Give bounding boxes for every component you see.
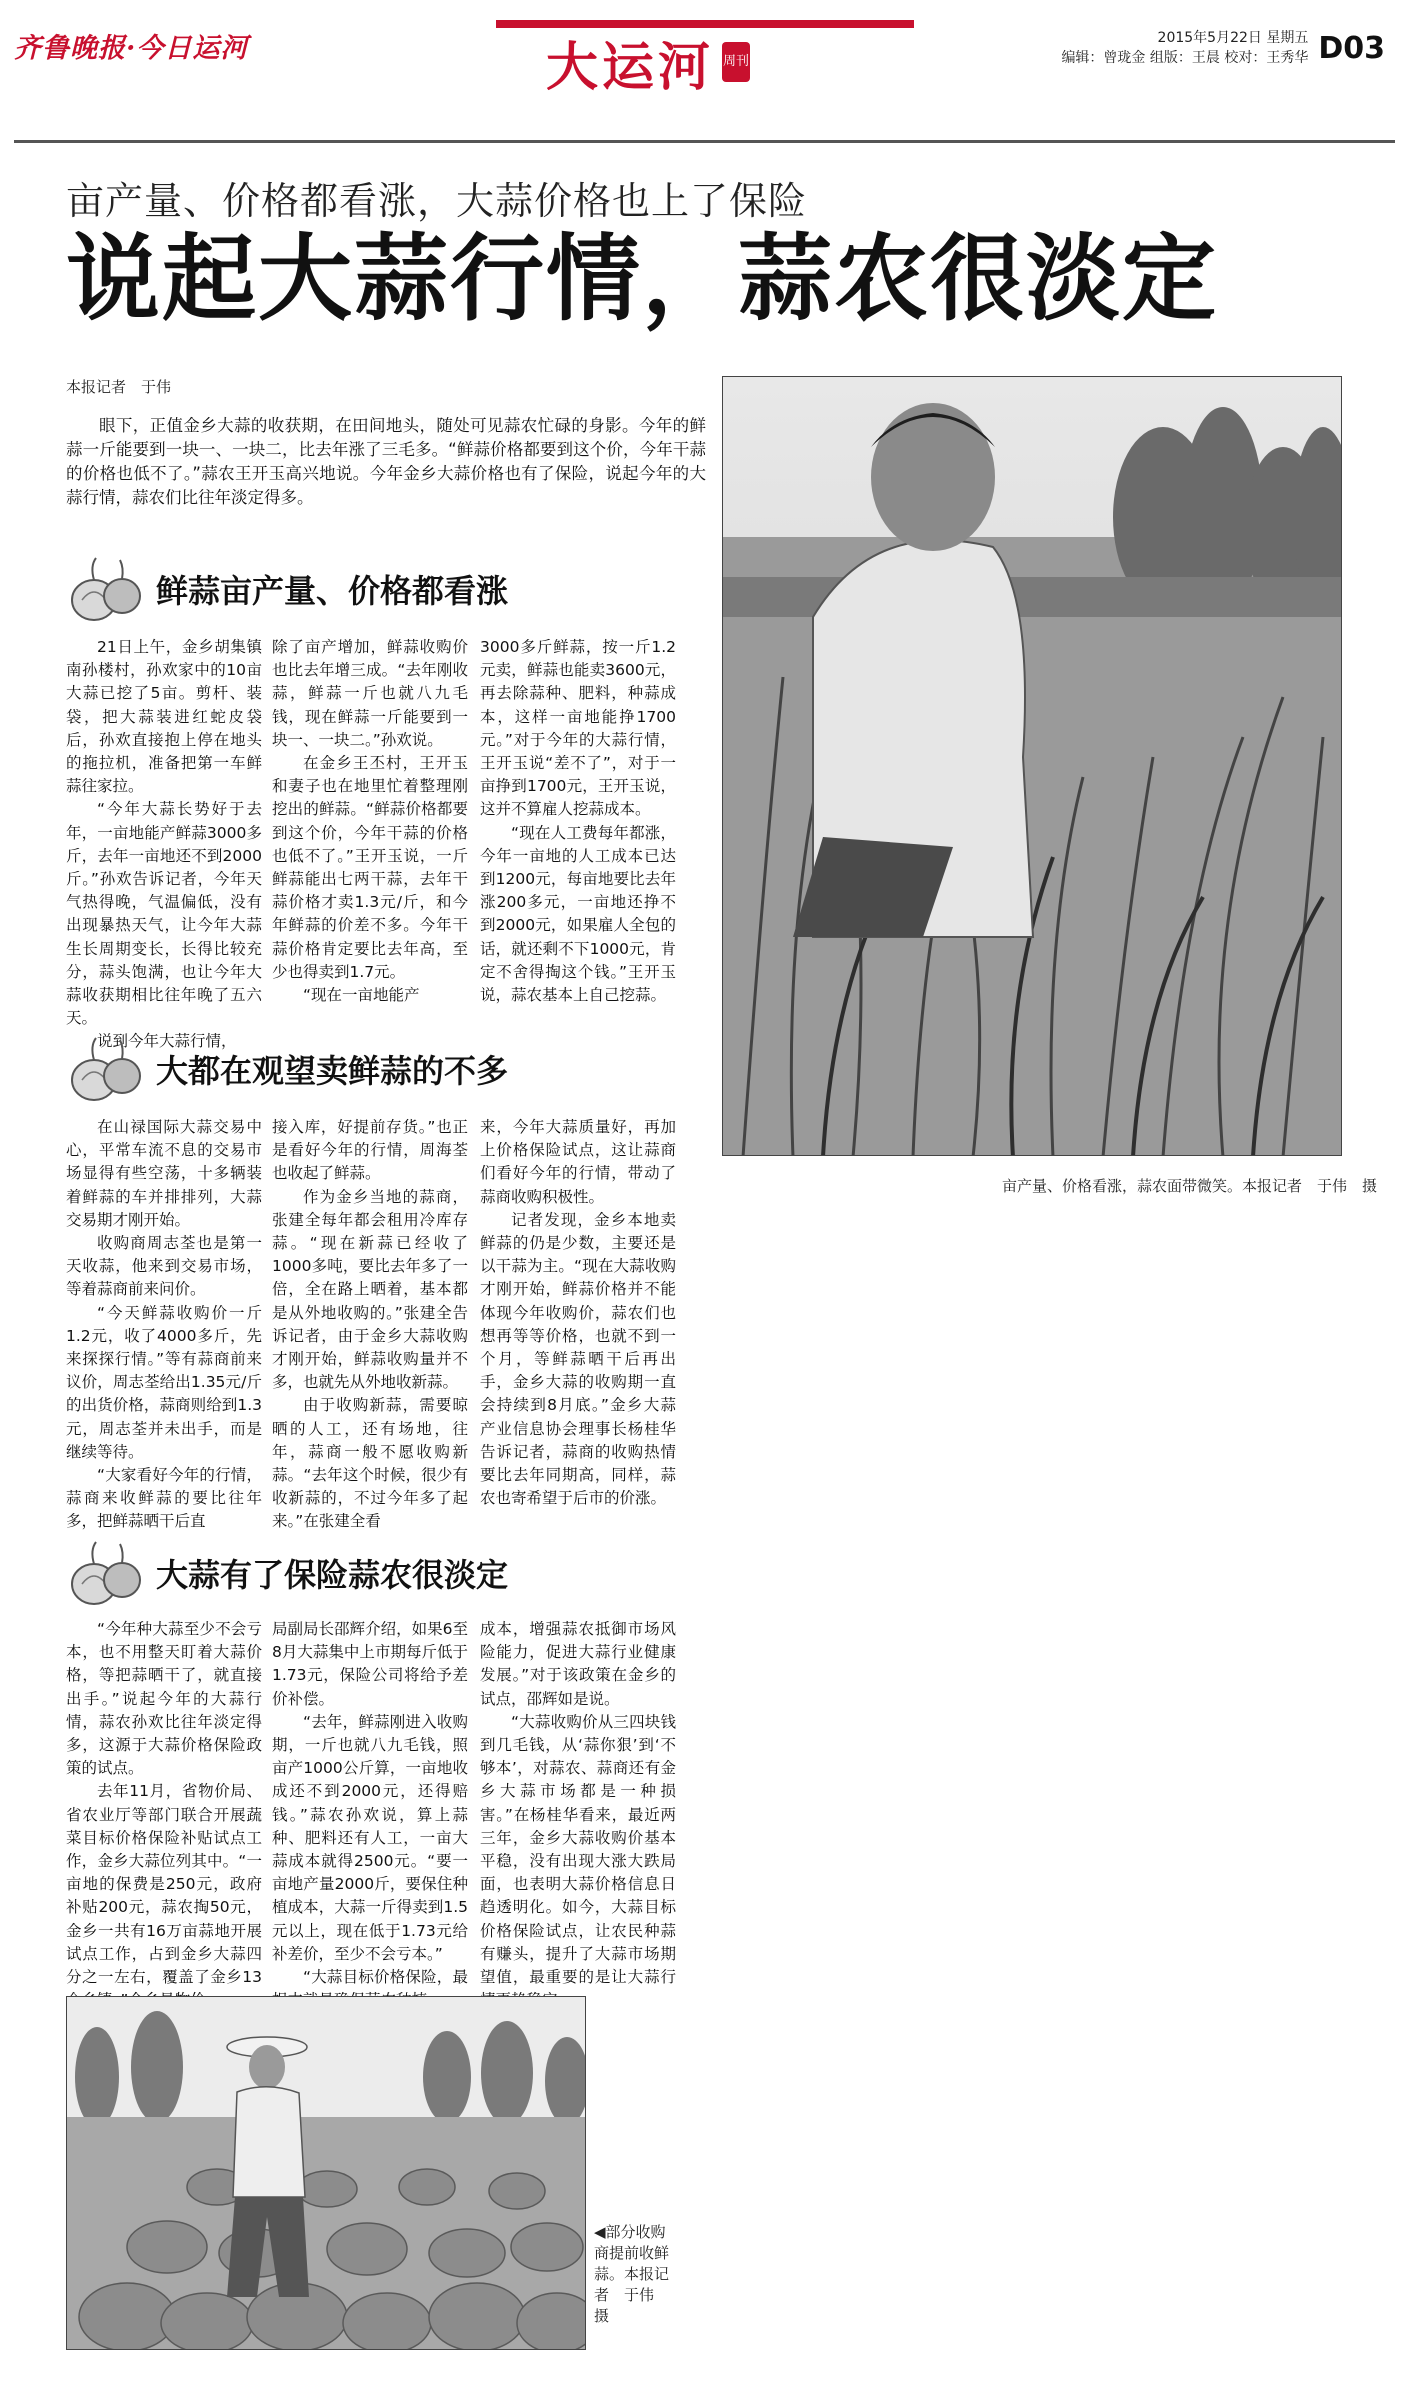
section-2-column-3 [480, 1116, 676, 1510]
section-logo-text: 大运河 [545, 36, 714, 98]
meta-block [1061, 28, 1308, 68]
section-heading-2 [66, 1036, 508, 1102]
masthead-meta [1061, 28, 1385, 70]
section-title: 大都在观望卖鲜蒜的不多 [156, 1052, 509, 1090]
paragraph: “今天鲜蒜收购价一斤1.2元，收了4000多斤，先来探探行情。”等有蒜商前来议价，周志荃给出1.35元/斤的出货价格，蒜商则给到1.3元，周志荃并未出手，而是继续等待。 [66, 1303, 262, 1461]
farmer-photo [722, 376, 1342, 1156]
farmer-photo-image [723, 377, 1342, 1156]
paragraph: “今年种大蒜至少不会亏本，也不用整天盯着大蒜价格，等把蒜晒干了，就直接出手。”说起今年的大蒜行情，蒜农孙欢比往年淡定得多，这源于大蒜价格保险政策的试点。 [66, 1620, 262, 1778]
paragraph: 在山禄国际大蒜交易中心，平常车流不息的交易市场显得有些空荡，十多辆装着鲜蒜的车并排排列，大蒜交易期才刚开始。 [66, 1118, 262, 1229]
article-headline: 说起大蒜行情，蒜农很淡定 [66, 225, 1219, 334]
paragraph: 作为金乡当地的蒜商，张建全每年都会租用冷库存蒜。“现在新蒜已经收了1000多吨，要比去年多了一倍，全在路上晒着，基本都是从外地收购的。”张建全告诉记者，由于金乡大蒜收购才刚开始，鲜蒜收购量并不多，也就先从外地收新蒜。 [272, 1187, 468, 1392]
paragraph: 除了亩产增加，鲜蒜收购价也比去年增三成。“去年刚收蒜，鲜蒜一斤也就八九毛钱，现在鲜蒜一斤能要到一块一、一块二。”孙欢说。 [272, 638, 468, 749]
section-title: 鲜蒜亩产量、价格都看涨 [156, 572, 509, 610]
garlic-icon [66, 556, 146, 622]
paragraph: 局副局长邵辉介绍，如果6至8月大蒜集中上市期每斤低于1.73元，保险公司将给予差价补偿。 [272, 1620, 468, 1708]
section-3-column-1 [66, 1618, 262, 2012]
garlic-icon [66, 1540, 146, 1606]
paragraph: “大家看好今年的行情，蒜商来收鲜蒜的要比往年多，把鲜蒜晒干后直 [66, 1466, 262, 1531]
garlic-icon [66, 1036, 146, 1102]
paragraph: 来，今年大蒜质量好，再加上价格保险试点，这让蒜商们看好今年的行情，带动了蒜商收购积极性。 [480, 1118, 676, 1206]
section-1-column-1 [66, 636, 262, 1054]
paragraph: 说到今年大蒜行情， [97, 1032, 237, 1051]
section-title: 大蒜有了保险蒜农很淡定 [156, 1556, 509, 1594]
paragraph: 收购商周志荃也是第一天收蒜，他来到交易市场，等着蒜商前来问价。 [66, 1234, 262, 1299]
paragraph: “去年，鲜蒜刚进入收购期，一斤也就八九毛钱，照亩产1000公斤算，一亩地收成还不到2000元，还得赔钱。”蒜农孙欢说，算上蒜种、肥料还有人工，一亩大蒜成本就得2500元。“要一亩地产量2000斤，要保住种植成本，大蒜一斤得卖到1.5元以上，现在低于1.73元给补差价，至少不会亏本。” [272, 1712, 468, 1963]
article-byline: 本报记者 于伟 [66, 378, 172, 396]
paragraph: “现在一亩地能产 [303, 986, 420, 1005]
page-number: D03 [1318, 31, 1385, 66]
section-3-column-3 [480, 1618, 676, 2012]
article-kicker: 亩产量、价格都看涨，大蒜价格也上了保险 [66, 179, 808, 223]
section-heading-3 [66, 1540, 508, 1606]
paragraph: 21日上午，金乡胡集镇南孙楼村，孙欢家中的10亩大蒜已挖了5亩。剪杆、装袋，把大蒜装进红蛇皮袋后，孙欢直接抱上停在地头的拖拉机，准备把第一车鲜蒜往家拉。 [66, 638, 262, 796]
header-divider [14, 140, 1395, 143]
paragraph: 记者发现，金乡本地卖鲜蒜的仍是少数，主要还是以干蒜为主。“现在大蒜收购才刚开始，鲜蒜价格并不能体现今年收购价，蒜农们也想再等等价格，也就不到一个月，等鲜蒜晒干后再出手，金乡大蒜的收购期一直会持续到8月底。”金乡大蒜产业信息协会理事长杨桂华告诉记者，蒜商的收购热情要比去年同期高，同样，蒜农也寄希望于后市的价涨。 [480, 1210, 676, 1508]
date-line: 2015年5月22日 星期五 [1157, 30, 1309, 46]
section-3-column-2 [272, 1618, 468, 2012]
paragraph: 接入库，好提前存货。”也正是看好今年的行情，周海荃也收起了鲜蒜。 [272, 1118, 468, 1183]
masthead-paper [14, 22, 248, 68]
section-1-column-2 [272, 636, 468, 1007]
section-2-column-2 [272, 1116, 468, 1534]
article-lead: 眼下，正值金乡大蒜的收获期，在田间地头，随处可见蒜农忙碌的身影。今年的鲜蒜一斤能要到一块一、一块二，比去年涨了三毛多。“鲜蒜价格都要到这个价，今年干蒜的价格也低不了。”蒜农王开玉高兴地说。今年金乡大蒜价格也有了保险，说起今年的大蒜行情，蒜农们比往年淡定得多。 [66, 416, 706, 507]
section-2-column-1 [66, 1116, 262, 1534]
paragraph: 由于收购新蒜，需要晾晒的人工，还有场地，往年，蒜商一般不愿收购新蒜。“去年这个时候，很少有收新蒜的，不过今年多了起来。”在张建全看 [272, 1396, 468, 1531]
buyer-photo-caption: ◀部分收购商提前收鲜蒜。本报记者 于伟 摄 [594, 2223, 670, 2325]
section-heading-1 [66, 556, 508, 622]
staff-line: 编辑：曾珑金 组版：王晨 校对：王秀华 [1061, 50, 1309, 66]
paper-name: 齐鲁晚报·今日运河 [14, 32, 249, 64]
paragraph: 成本，增强蒜农抵御市场风险能力，促进大蒜行业健康发展。”对于该政策在金乡的试点，邵辉如是说。 [480, 1620, 676, 1708]
paragraph: “大蒜目标价格保险，最 [303, 1968, 468, 1987]
paragraph: “大蒜收购价从三四块钱到几毛钱，从‘蒜你狠’到‘不够本’，对蒜农、蒜商还有金乡大蒜市场都是一种损害。”在杨桂华看来，最近两三年，金乡大蒜收购价基本平稳，没有出现大涨大跌局面，也表明大蒜价格信息日趋透明化。如今，大蒜目标价格保险试点，让农民种蒜有赚头，提升了大蒜市场期望值，最重要的是让大蒜行 [480, 1712, 676, 1987]
paragraph: “现在人工费每年都涨，今年一亩地的人工成本已达到1200元，每亩地要比去年涨200多元，一亩地还挣不到2000元，如果雇人全包的话，就还剩不下1000元，肯定不舍得掏这个钱。”王开玉说，蒜农基本上自己挖蒜。 [480, 823, 676, 1005]
section-logo [528, 30, 768, 98]
paragraph: 在金乡王丕村，王开玉和妻子也在地里忙着整理刚挖出的鲜蒜。“鲜蒜价格都要到这个价，今年干蒜的价格也低不了。”王开玉说，一斤鲜蒜能出七两干蒜，去年干蒜价格才卖1.3元/斤，和今年鲜蒜的价差不多。今年干蒜价格肯定要比去年高，至少也得卖到1.7元。 [272, 754, 468, 981]
paragraph: “今年大蒜长势好于去年，一亩地能产鲜蒜3000多斤，去年一亩地还不到2000斤。”孙欢告诉记者，今年天气热得晚，气温偏低，没有出现暴热天气，让今年大蒜生长周期变长，长得比较充分，蒜头饱满，也让今年大蒜收获期相比往年晚了五六天。 [66, 800, 262, 1028]
buyer-photo-image [67, 1997, 586, 2350]
section-1-column-3 [480, 636, 676, 1007]
paragraph: 3000多斤鲜蒜，按一斤1.2元卖，鲜蒜也能卖3600元，再去除蒜种、肥料，种蒜成本，这样一亩地能挣1700元。”对于今年的大蒜行情，王开玉说“差不了”，对于一亩挣到1700元，王开玉说，这并不算雇人挖蒜成本。 [480, 638, 676, 819]
section-logo-seal: 周刊 [722, 42, 750, 82]
buyer-photo [66, 1996, 586, 2350]
paragraph: 去年11月，省物价局、省农业厅等部门联合开展蔬菜目标价格保险补贴试点工作，金乡大蒜位列其中。“一亩地的保费是250元，政府补贴200元，蒜农掏50元，金乡一共有16万亩蒜地开展试点工作，占到金乡大蒜四分之一左右，覆盖了金乡13 [66, 1782, 262, 1987]
farmer-photo-caption: 亩产量、价格看涨，蒜农面带微笑。本报记者 于伟 摄 [1002, 1177, 1378, 1195]
